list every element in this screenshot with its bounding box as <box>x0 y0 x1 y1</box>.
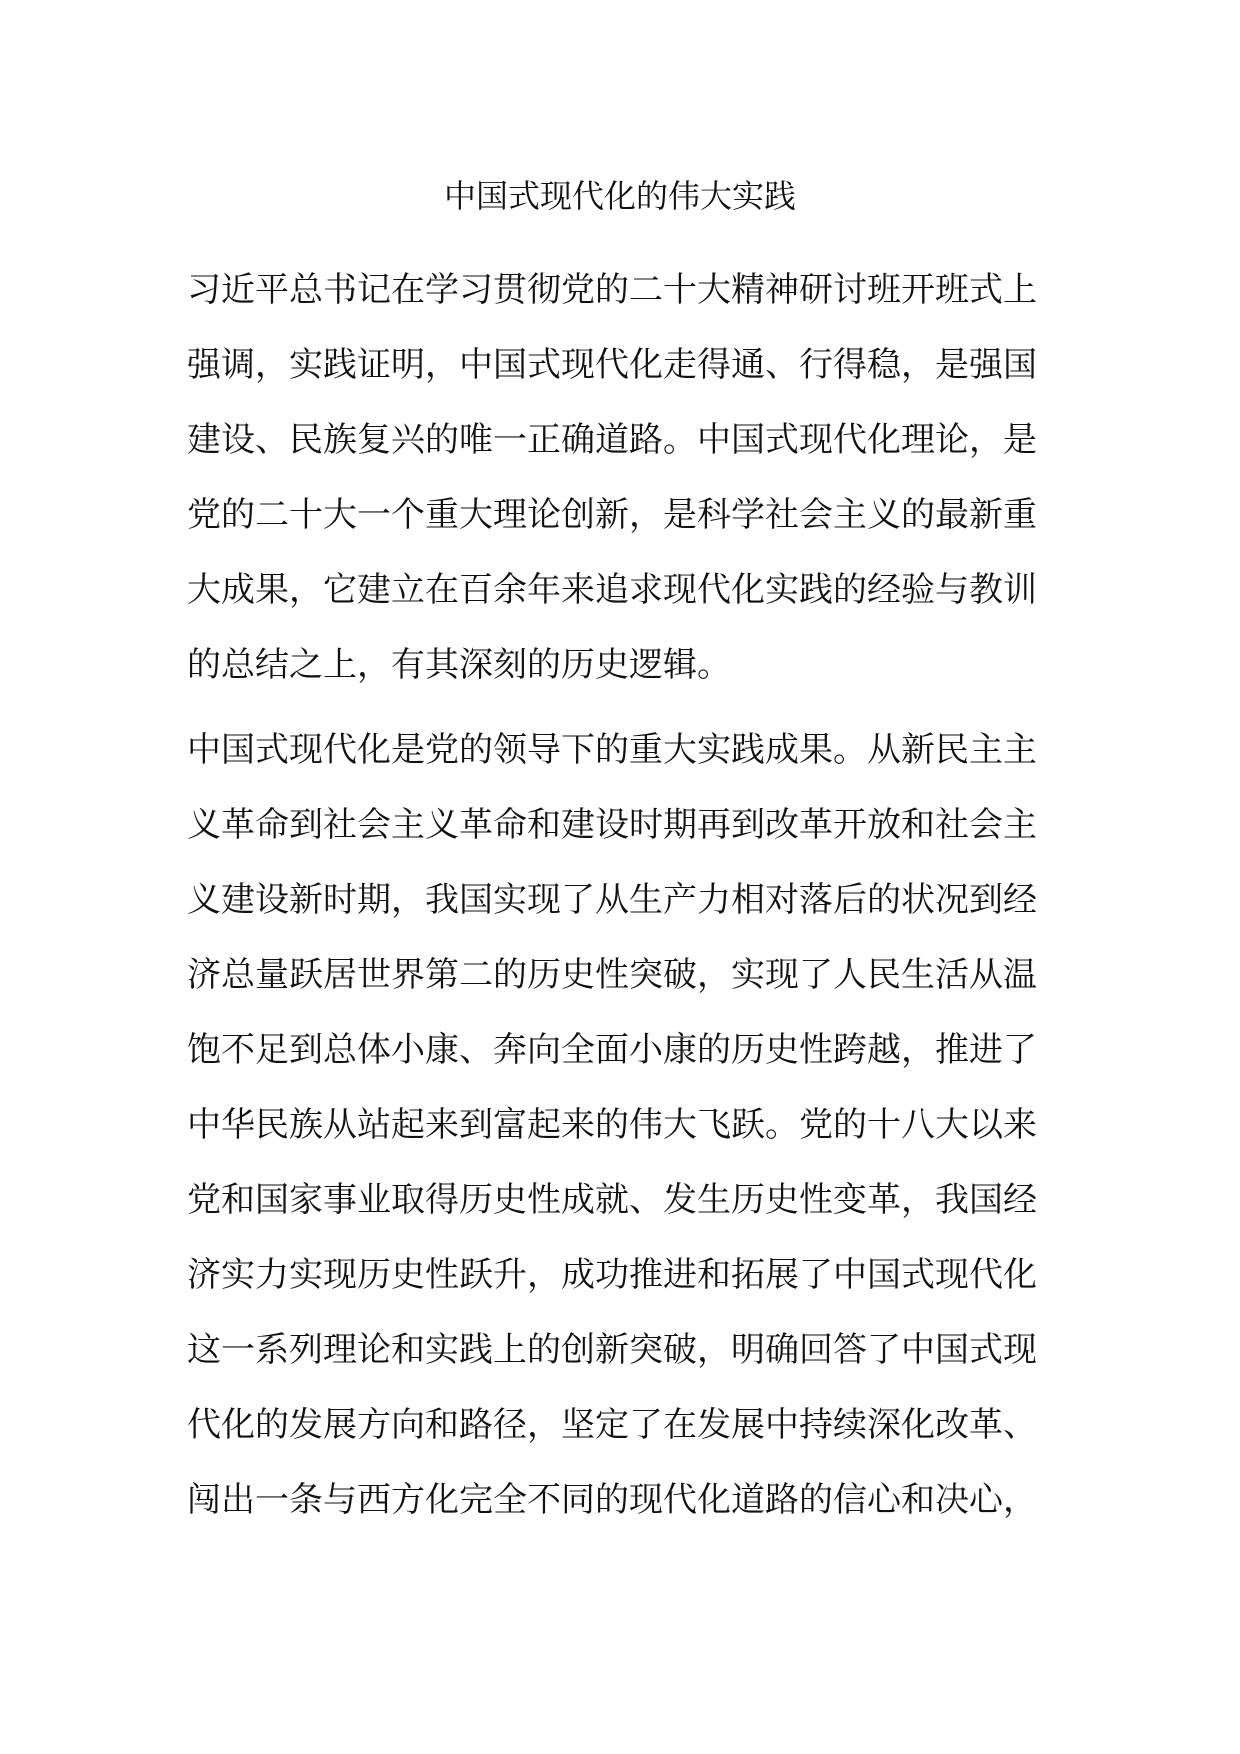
paragraph-line: 义革命到社会主义革命和建设时期再到改革开放和社会主 <box>187 805 1037 845</box>
paragraph-2 <box>187 725 1067 1550</box>
paragraph-line: 济实力实现历史性跃升，成功推进和拓展了中国式现代化 <box>187 1255 1037 1295</box>
document-title: 中国式现代化的伟大实践 <box>443 177 796 215</box>
paragraph-line: 党和国家事业取得历史性成就、发生历史性变革，我国经 <box>187 1180 1037 1220</box>
paragraph-line: 习近平总书记在学习贯彻党的二十大精神研讨班开班式上 <box>187 270 1037 310</box>
paragraph-line: 义建设新时期，我国实现了从生产力相对落后的状况到经 <box>187 880 1037 920</box>
paragraph-line: 代化的发展方向和路径，坚定了在发展中持续深化改革、 <box>187 1405 1037 1445</box>
paragraph-line: 强调，实践证明，中国式现代化走得通、行得稳，是强国 <box>187 345 1037 385</box>
paragraph-line: 饱不足到总体小康、奔向全面小康的历史性跨越，推进了 <box>187 1030 1037 1070</box>
paragraph-line: 大成果，它建立在百余年来追求现代化实践的经验与教训 <box>187 570 1037 610</box>
paragraph-line: 中国式现代化是党的领导下的重大实践成果。从新民主主 <box>187 730 1037 770</box>
paragraph-line: 中华民族从站起来到富起来的伟大飞跃。党的十八大以来 <box>187 1105 1037 1145</box>
paragraph-line: 建设、民族复兴的唯一正确道路。中国式现代化理论，是 <box>187 420 1037 460</box>
paragraph-1 <box>187 265 1067 715</box>
paragraph-line: 的总结之上，有其深刻的历史逻辑。 <box>187 645 731 685</box>
paragraph-line: 党的二十大一个重大理论创新，是科学社会主义的最新重 <box>187 495 1037 535</box>
paragraph-line: 闯出一条与西方化完全不同的现代化道路的信心和决心， <box>187 1480 1037 1520</box>
paragraph-line: 这一系列理论和实践上的创新突破，明确回答了中国式现 <box>187 1330 1037 1370</box>
paragraph-line: 济总量跃居世界第二的历史性突破，实现了人民生活从温 <box>187 955 1037 995</box>
